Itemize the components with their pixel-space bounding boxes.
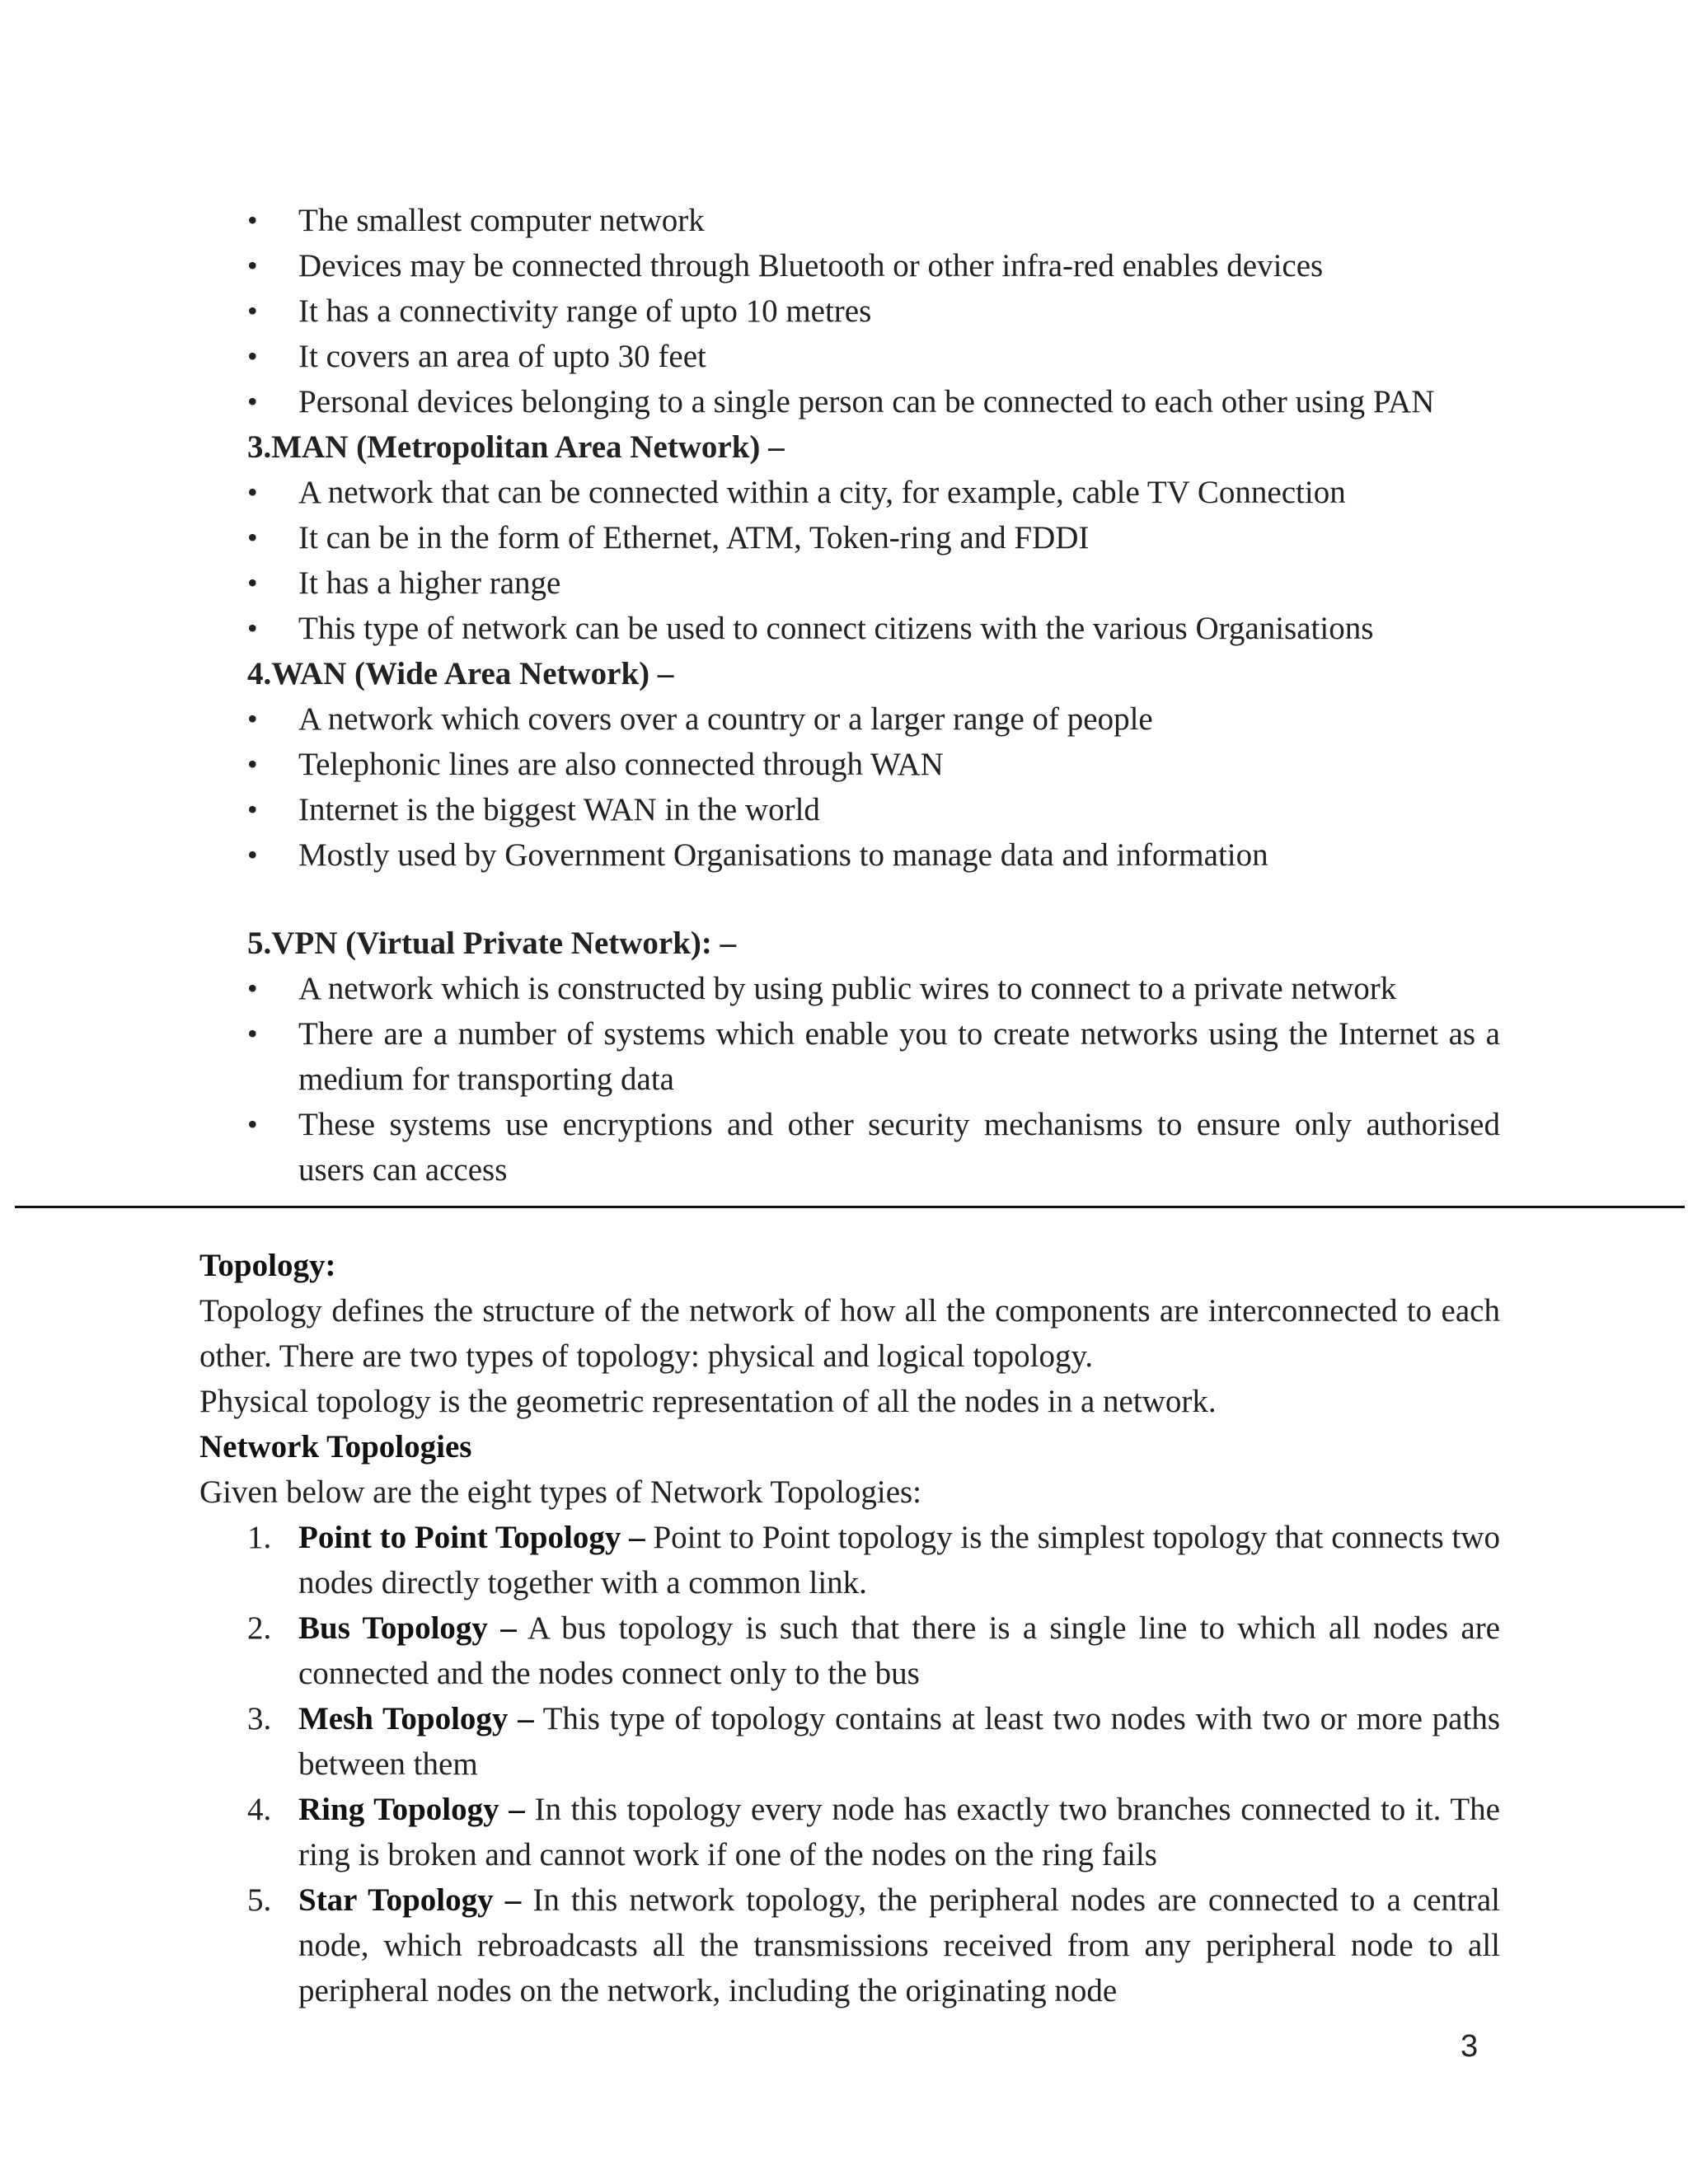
man-heading: 3.MAN (Metropolitan Area Network) – [247,429,785,465]
topologies-intro: Given below are the eight types of Network Topologies: [199,1474,922,1510]
topology-paragraph: Topology defines the structure of the network of how all the components are interconnected to each other. There are two types of topology: physical and logical topology. [199,1293,1500,1374]
physical-topology-paragraph: Physical topology is the geometric representation of all the nodes in a network. [199,1384,1217,1419]
list-item: • There are a number of systems which enable you to create networks using the Internet as a medium for transporting data [247,1011,1500,1102]
list-item: • These systems use encryptions and other security mechanisms to ensure only authorised users can access [247,1102,1500,1193]
topology-term: Star Topology – [298,1882,522,1918]
list-item [199,1605,1500,1696]
list-item: • Devices may be connected through Bluetooth or other infra-red enables devices [247,243,1500,288]
topology-section [199,1243,1500,2013]
topology-description: In this topology every node has exactly two branches connected to it. The ring is broken and cannot work if one of the nodes on the ring fails [298,1792,1500,1872]
list-item: • It covers an area of upto 30 feet [247,334,1500,379]
topology-description: In this network topology, the peripheral nodes are connected to a central node, which rebroadcasts all the transmissions received from any peripheral node to all peripheral nodes on the network, including the originating node [298,1882,1500,2008]
list-item: • It can be in the form of Ethernet, ATM, Token-ring and FDDI [247,515,1500,560]
vpn-bullet-list [247,966,1500,1193]
topology-description: A bus topology is such that there is a single line to which all nodes are connected and the nodes connect only to the bus [298,1610,1500,1691]
vpn-heading: 5.VPN (Virtual Private Network): – [247,926,737,961]
page-number: 3 [1461,2029,1479,2064]
list-item: • It has a higher range [247,560,1500,606]
network-topologies-heading: Network Topologies [199,1429,472,1465]
spacer [247,878,1500,921]
wan-heading: 4.WAN (Wide Area Network) – [247,656,674,691]
network-types-section [247,198,1500,1193]
list-item: • This type of network can be used to connect citizens with the various Organisations [247,606,1500,651]
list-number: 1. [247,1520,272,1555]
list-item [199,1877,1500,2013]
list-number: 5. [247,1882,272,1918]
list-item: • A network which covers over a country or a larger range of people [247,696,1500,742]
topology-term: Mesh Topology – [298,1701,534,1736]
topology-description: Point to Point topology is the simplest topology that connects two nodes directly together with a common link. [298,1520,1500,1601]
topology-term: Ring Topology – [298,1792,525,1827]
list-item [199,1787,1500,1877]
topology-term: Point to Point Topology – [298,1520,645,1555]
list-item: • Telephonic lines are also connected through WAN [247,742,1500,787]
list-item: • Internet is the biggest WAN in the world [247,787,1500,832]
list-number: 3. [247,1701,272,1736]
list-item: • Personal devices belonging to a single person can be connected to each other using PAN [247,379,1500,424]
list-number: 4. [247,1792,272,1827]
list-item: • A network which is constructed by using public wires to connect to a private network [247,966,1500,1011]
pan-bullet-list [247,198,1500,424]
list-item: • The smallest computer network [247,198,1500,243]
list-item: • A network that can be connected within a city, for example, cable TV Connection [247,470,1500,515]
topology-description: This type of topology contains at least two nodes with two or more paths between them [298,1701,1500,1782]
topology-term: Bus Topology – [298,1610,517,1646]
list-number: 2. [247,1610,272,1646]
topology-heading: Topology: [199,1248,336,1283]
list-item [199,1696,1500,1787]
horizontal-divider [15,1206,1685,1208]
topology-numbered-list [199,1515,1500,2013]
wan-bullet-list [247,696,1500,878]
list-item [199,1515,1500,1605]
man-bullet-list [247,470,1500,651]
list-item: • It has a connectivity range of upto 10 metres [247,288,1500,334]
list-item: • Mostly used by Government Organisations to manage data and information [247,832,1500,878]
